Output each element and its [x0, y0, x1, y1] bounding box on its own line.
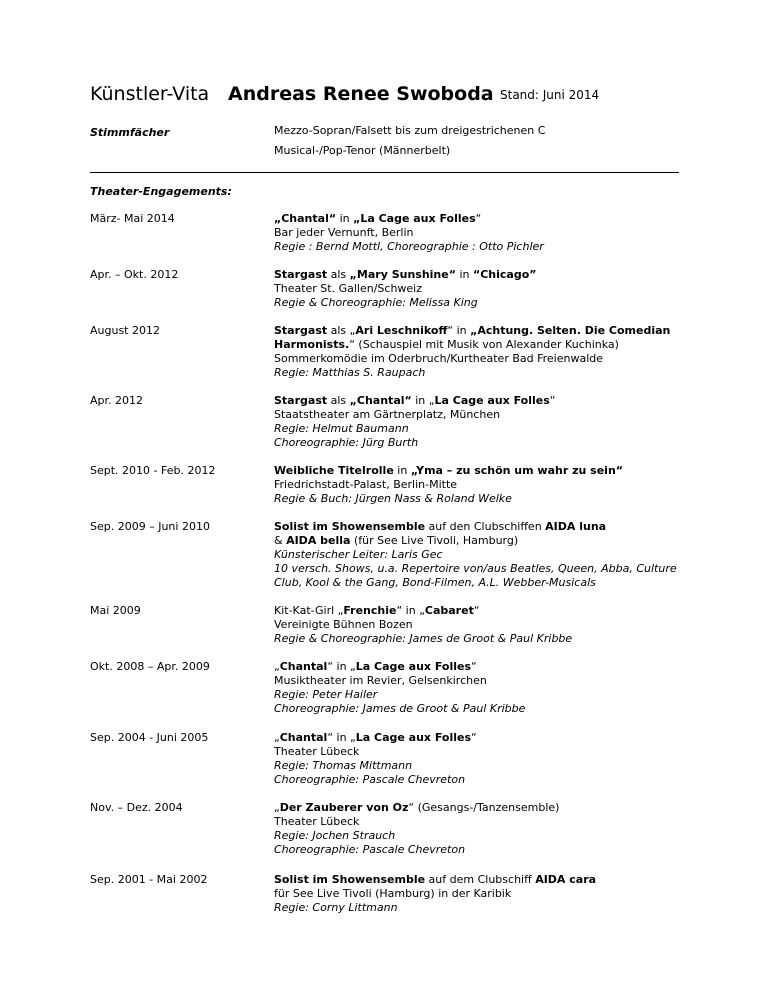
production-text: La Cage aux Folles: [355, 731, 472, 744]
character-text: Chantal: [279, 660, 328, 673]
entry-date: Okt. 2008 – Apr. 2009: [90, 660, 210, 673]
connector-text: “ (Gesangs-/Tanzensemble): [408, 801, 560, 814]
production-text: Der Zauberer von Oz: [279, 801, 409, 814]
entry-date: Apr. – Okt. 2012: [90, 268, 179, 281]
entry-date: März- Mai 2014: [90, 212, 175, 225]
connector-text: in „: [411, 394, 435, 407]
connector-text: “ in „: [327, 660, 356, 673]
entry-date: Apr. 2012: [90, 394, 144, 407]
connector-text: “ in „: [327, 731, 356, 744]
connector-text: in: [336, 212, 354, 225]
ship-text: AIDA cara: [535, 873, 597, 886]
entry-venue: Theater St. Gallen/Schweiz: [274, 282, 423, 295]
entry-date: Sep. 2001 - Mai 2002: [90, 873, 208, 886]
connector-text: “: [549, 394, 556, 407]
entry-role-line: [274, 520, 679, 534]
voice-types-list: [274, 121, 545, 161]
entry-details: [274, 212, 679, 254]
connector-text: „: [274, 731, 280, 744]
entry-role-line: [274, 873, 679, 887]
character-text: „Mary Sunshine“: [349, 268, 456, 281]
role-text: Solist im Showensemble: [274, 873, 426, 886]
entry-venue: Staatstheater am Gärtnerplatz, München: [274, 408, 501, 421]
connector-text: “: [471, 731, 477, 744]
connector-text: “: [475, 212, 482, 225]
entry-credits: Choreographie: Pascale Chevreton: [274, 843, 466, 856]
entry-credits: Regie & Choreographie: Melissa King: [274, 296, 478, 309]
production-text: „La Cage aux Folles: [353, 212, 476, 225]
entry-credits: Künsterischer Leiter: Laris Gec: [274, 548, 443, 561]
entry-date: Sept. 2010 - Feb. 2012: [90, 464, 216, 477]
connector-text: auf den Clubschiffen: [425, 520, 546, 533]
role-text: Stargast: [274, 268, 328, 281]
production-text: Cabaret: [424, 604, 474, 617]
connector-text: auf dem Clubschiff: [425, 873, 536, 886]
engagements-heading: Theater-Engagements:: [90, 185, 232, 198]
ship-text: AIDA luna: [545, 520, 607, 533]
connector-text: (für See Live Tivoli, Hamburg): [350, 534, 519, 547]
entry-credits: Regie: Corny Littmann: [274, 901, 398, 914]
character-text: Ari Leschnikoff: [355, 324, 448, 337]
entry-role-line: [274, 394, 679, 408]
entry-date: August 2012: [90, 324, 160, 337]
entry-details: [274, 801, 679, 857]
production-text: Harmonists.: [274, 338, 350, 351]
entry-venue: Theater Lübeck: [274, 745, 360, 758]
ship-text: AIDA bella: [286, 534, 351, 547]
connector-text: in: [455, 268, 473, 281]
production-text: „Yma – zu schön um wahr zu sein“: [410, 464, 624, 477]
date-stamp: Stand: Juni 2014: [500, 88, 600, 102]
artist-name: Andreas Renee Swoboda: [228, 83, 494, 105]
entry-date: Sep. 2004 - Juni 2005: [90, 731, 209, 744]
entry-credits: Choreographie: Jürg Burth: [274, 436, 419, 449]
entry-credits: Regie: Thomas Mittmann: [274, 759, 413, 772]
entry-details: [274, 324, 679, 380]
entry-details: [274, 731, 679, 787]
voice-type-line: Musical-/Pop-Tenor (Männerbelt): [274, 144, 451, 157]
entry-date: Nov. – Dez. 2004: [90, 801, 183, 814]
entry-credits: Choreographie: James de Groot & Paul Kribbe: [274, 702, 526, 715]
entry-credits: Regie: Matthias S. Raupach: [274, 366, 426, 379]
connector-text: Kit-Kat-Girl „: [274, 604, 344, 617]
entry-role-line: [274, 212, 679, 226]
character-text: „Chantal“: [349, 394, 412, 407]
entry-role-line: [274, 604, 679, 618]
connector-text: “ (Schauspiel mit Musik von Alexander Kuchinka): [349, 338, 619, 351]
entry-venue: Theater Lübeck: [274, 815, 360, 828]
entry-role-line: [274, 731, 679, 745]
connector-text: “: [471, 660, 477, 673]
role-text: Weibliche Titelrolle: [274, 464, 394, 477]
entry-role-line-cont: [274, 338, 679, 352]
entry-role-line: [274, 660, 679, 674]
entry-venue: Musiktheater im Revier, Gelsenkirchen: [274, 674, 487, 687]
role-text: Solist im Showensemble: [274, 520, 426, 533]
entry-venue: für See Live Tivoli (Hamburg) in der Karibik: [274, 887, 512, 900]
entry-credits: Regie & Choreographie: James de Groot & Paul Kribbe: [274, 632, 573, 645]
role-text: „Chantal“: [274, 212, 337, 225]
entry-details: [274, 873, 679, 915]
character-text: Frenchie: [343, 604, 397, 617]
entry-details: [274, 520, 679, 590]
production-text: “Chicago”: [472, 268, 537, 281]
entry-credits: Regie: Jochen Strauch: [274, 829, 396, 842]
entry-credits: Choreographie: Pascale Chevreton: [274, 773, 466, 786]
document-header: [90, 82, 678, 106]
role-text: Stargast: [274, 324, 328, 337]
entry-role-line: [274, 324, 679, 338]
entry-credits: Regie : Bernd Mottl, Choreographie : Otto Pichler: [274, 240, 544, 253]
character-text: Chantal: [279, 731, 328, 744]
entry-details: [274, 660, 679, 716]
connector-text: “ in: [447, 324, 471, 337]
connector-text: in: [393, 464, 411, 477]
entry-credits: Regie & Buch: Jürgen Nass & Roland Welke: [274, 492, 512, 505]
production-text: La Cage aux Folles: [434, 394, 550, 407]
entry-details: [274, 268, 679, 310]
entry-details: [274, 604, 679, 646]
section-divider: [90, 172, 679, 173]
connector-text: als: [327, 268, 350, 281]
entry-venue: Bar jeder Vernunft, Berlin: [274, 226, 414, 239]
connector-text: &: [274, 534, 287, 547]
connector-text: als: [327, 394, 350, 407]
entry-role-line: [274, 464, 679, 478]
entry-details: [274, 464, 679, 506]
production-text: „Achtung. Selten. Die Comedian: [470, 324, 671, 337]
entry-date: Mai 2009: [90, 604, 141, 617]
connector-text: “: [473, 604, 480, 617]
entry-venue: Sommerkomödie im Oderbruch/Kurtheater Bad Freienwalde: [274, 352, 604, 365]
entry-role-line: [274, 801, 679, 815]
connector-text: als „: [327, 324, 356, 337]
entry-credits: Regie: Peter Hailer: [274, 688, 378, 701]
entry-role-line-cont: [274, 534, 679, 548]
production-text: La Cage aux Folles: [355, 660, 472, 673]
entry-venue: Vereinigte Bühnen Bozen: [274, 618, 413, 631]
connector-text: “ in „: [396, 604, 425, 617]
role-text: Stargast: [274, 394, 328, 407]
entry-venue: Friedrichstadt-Palast, Berlin-Mitte: [274, 478, 458, 491]
entry-details: [274, 394, 679, 450]
voice-type-line: Mezzo-Sopran/Falsett bis zum dreigestrichenen C: [274, 124, 546, 137]
entry-credits: Regie: Helmut Baumann: [274, 422, 409, 435]
connector-text: „: [274, 801, 280, 814]
entry-repertoire: 10 versch. Shows, u.a. Repertoire von/aus Beatles, Queen, Abba, Culture Club, Kool & the Gang, Bond-Filmen, A.L. Webber-Musicals: [274, 562, 677, 589]
document-title: Künstler-Vita: [90, 83, 210, 105]
voice-types-label: Stimmfächer: [90, 126, 170, 139]
connector-text: „: [274, 660, 280, 673]
entry-date: Sep. 2009 – Juni 2010: [90, 520, 210, 533]
entry-role-line: [274, 268, 679, 282]
